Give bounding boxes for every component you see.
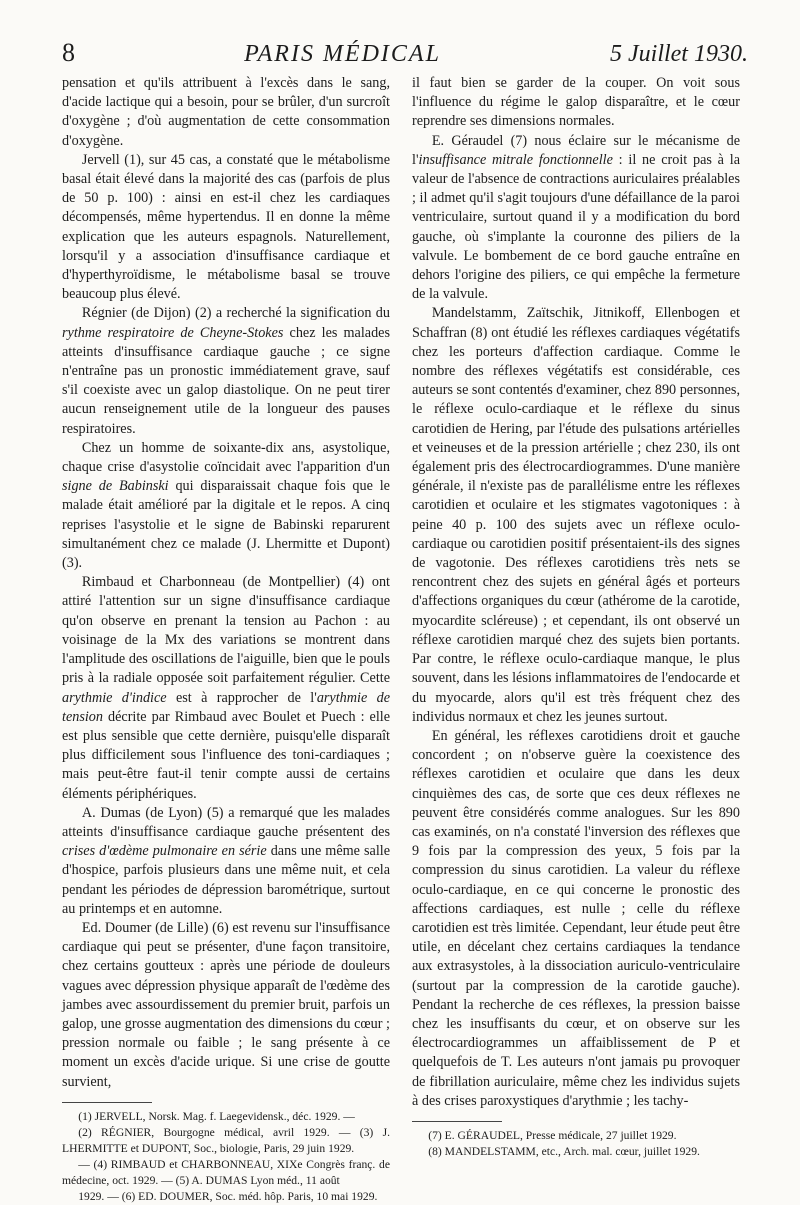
footnote: (8) MANDELSTAMM, etc., Arch. mal. cœur, juillet 1929.: [428, 1144, 700, 1158]
paragraph: E. Géraudel (7) nous éclaire sur le mécanisme de l'insuffisance mitrale fonctionnelle : il ne croit pas à la valeur de l'absence de contractions auriculaires préalables ; il admet qu'il s'agit toujours d'une défaillance de la paroi ventriculaire, surtout quand il y a modification du bord gauche, où s'implante la couronne des piliers de la valvule. Le bombement de ce bord gauche entraîne en dehors l'origine des piliers, ce qui empêche la fermeture de la valvule.: [412, 132, 740, 303]
footnote-divider: [62, 1102, 152, 1103]
paragraph: il faut bien se garder de la couper. On voit sous l'influence du régime le galop disparaître, et le cœur reprendre ses dimensions normales.: [412, 75, 740, 130]
footnote: — (4) RIMBAUD et CHARBONNEAU, XIXe Congrès franç. de médecine, oct. 1929. — (5) A. DUMAS Lyon méd., 11 août: [62, 1157, 390, 1187]
paragraph: A. Dumas (de Lyon) (5) a remarqué que les malades atteints d'insuffisance cardiaque gauche présentent des crises d'œdème pulmonaire en série dans une même salle d'hospice, parfois plusieurs dans une même nuit, et cela pendant les périodes de dépression barométrique, surtout au printemps et en automne.: [62, 804, 391, 917]
footnote: (2) RÉGNIER, Bourgogne médical, avril 1929. — (3) J. LHERMITTE et DUPONT, Soc., biologie, Paris, 29 juin 1929.: [62, 1125, 390, 1155]
footnotes-left: [62, 1109, 390, 1205]
paragraph: Mandelstamm, Zaïtschik, Jitnikoff, Ellenbogen et Schaffran (8) ont étudié les réflexes cardiaques végétatifs chez les porteurs d'affection cardiaque. Comme le nombre des réflexes végétatifs est considérable, ces auteurs se sont contentés d'examiner, chez 890 personnes, le réflexe oculo-cardiaque et le réflexe du sinus carotidien de Hering, par l'étude des pulsations artérielles et veineuses et de la pression artérielle ; chez 230, ils ont également pris des électrocardiogrammes. D'une manière générale, il n'existe pas de parallélisme entre les réflexes carotidien et oculaire et les stigmates vagotoniques : à peine 40 p. 100 des sujets avec un réflexe oculo-cardiaque ou carotidien positif présentaient-ils des signes de vagotonie. Des réflexes carotidiens très nets se rencontrent chez des sujets en général âgés et porteurs d'affections organiques du cœur (athérome de la carotide, myocardite scléreuse) ; et cependant, ils ont observé un réflexe carotidien marqué chez des sujets bien portants. Par contre, le réflexe oculo-cardiaque manque, le plus souvent, dans les lésions inflammatoires de l'endocarde et du myocarde, alors qu'il est très fréquent chez des individus normaux et chez les jeunes surtout.: [412, 305, 740, 725]
right-column: [412, 74, 740, 1160]
paragraph: Régnier (de Dijon) (2) a recherché la signification du rythme respiratoire de Cheyne-Stokes chez les malades atteints d'insuffisance cardiaque gauche ; ce signe n'entraîne pas un pronostic immédiatement grave, sauf s'il coexiste avec un galop diastolique. On ne peut tirer aucun renseignement utile de la longueur des pauses respiratoires.: [62, 305, 391, 437]
paragraph: pensation et qu'ils attribuent à l'excès dans le sang, d'acide lactique qui a besoin, pour se brûler, d'un surcroît d'oxygène ; d'où augmentation de cette consommation d'oxygène.: [62, 75, 390, 149]
left-column: [62, 74, 390, 1205]
footnote: 1929. — (6) ED. DOUMER, Soc. méd. hôp. Paris, 10 mai 1929.: [78, 1189, 378, 1203]
issue-date: 5 Juillet 1930.: [610, 41, 748, 67]
paragraph: Chez un homme de soixante-dix ans, asystolique, chaque crise d'asystolie coïncidait avec l'apparition d'un signe de Babinski qui disparaissait chaque fois que le malade était amélioré par la digitale et le repos. A cinq reprises l'asystolie et le signe de Babinski reparurent simultanément chez ce malade (J. Lhermitte et Dupont) (3).: [62, 439, 390, 572]
journal-title: PARIS MÉDICAL: [244, 41, 441, 67]
footnote: (7) E. GÉRAUDEL, Presse médicale, 27 juillet 1929.: [428, 1128, 677, 1142]
paragraph: Jervell (1), sur 45 cas, a constaté que le métabolisme basal était élevé dans la majorité des cas (parfois de plus de 50 p. 100) : ainsi en est-il chez les cardiaques décompensés, même hypertendus. Il en donne la même explication que les auteurs espagnols. Naturellement, lorsqu'il y a association d'insuffisance cardiaque et d'hyperthyroïdisme, le métabolisme basal se trouve beaucoup plus élevé.: [62, 151, 390, 303]
paragraph: En général, les réflexes carotidiens droit et gauche concordent ; on n'observe guère la coexistence des réflexes carotidien et oculaire que dans les deux cinquièmes des cas, de sorte que ces deux réflexes ne peuvent être considérés comme analogues. Sur les 890 cas examinés, on n'a constaté l'inversion des réflexes que 9 fois par la compression des yeux, 5 fois par la compression du sinus carotidien. La valeur du réflexe oculo-cardiaque, en ce qui concerne le pronostic des affections cardiaques, est nulle ; celle du réflexe carotidien est très limitée. Cependant, leur étude peut être utile, en décelant chez certains cardiaques la tendance aux extrasystoles, à la dissociation auriculo-ventriculaire (surtout par la compression de la carotide gauche). Pendant la recherche de ces réflexes, la pression baisse chez les insuffisants du cœur, et on observe sur les électrocardiogrammes un affaiblissement de P et quelquefois de T. Les auteurs n'ont jamais pu provoquer de fibrillation auriculaire, même chez les individus sujets à des crises paroxystiques d'arythmie ; les tachy-: [412, 727, 740, 1109]
page-number: 8: [62, 38, 75, 67]
footnote: (1) JERVELL, Norsk. Mag. f. Laegevidensk., déc. 1929. —: [78, 1109, 355, 1123]
footnote-divider: [412, 1121, 502, 1122]
footnotes-right: [412, 1128, 740, 1160]
paragraph: Ed. Doumer (de Lille) (6) est revenu sur l'insuffisance cardiaque qui peut se présenter, d'une façon transitoire, chez certains goutteux : après une période de douleurs vagues avec dépression physique apparaît de l'œdème des jambes avec assourdissement du premier bruit, parfois un galop, une grosse augmentation des dimensions du cœur ; pression normale ou faible ; le sang présente à ce moment un excès d'acide urique. Si une crise de goutte survient,: [62, 919, 390, 1090]
paragraph: Rimbaud et Charbonneau (de Montpellier) (4) ont attiré l'attention sur un signe d'insuffisance cardiaque qu'on observe en prenant la tension au Pachon : au voisinage de la Mx des variations se montrent dans l'amplitude des oscillations de l'aiguille, bien que le pouls pris à la radiale opposée soit parfaitement régulier. Cette arythmie d'indice est à rapprocher de l'arythmie de tension décrite par Rimbaud avec Boulet et Puech : elle est plus sensible que cette dernière, puisqu'elle disparaît plus difficilement sous l'influence des toni-cardiaques ; mais peut-être faut-il tenir compte aussi de certains éléments périphériques.: [62, 574, 390, 802]
